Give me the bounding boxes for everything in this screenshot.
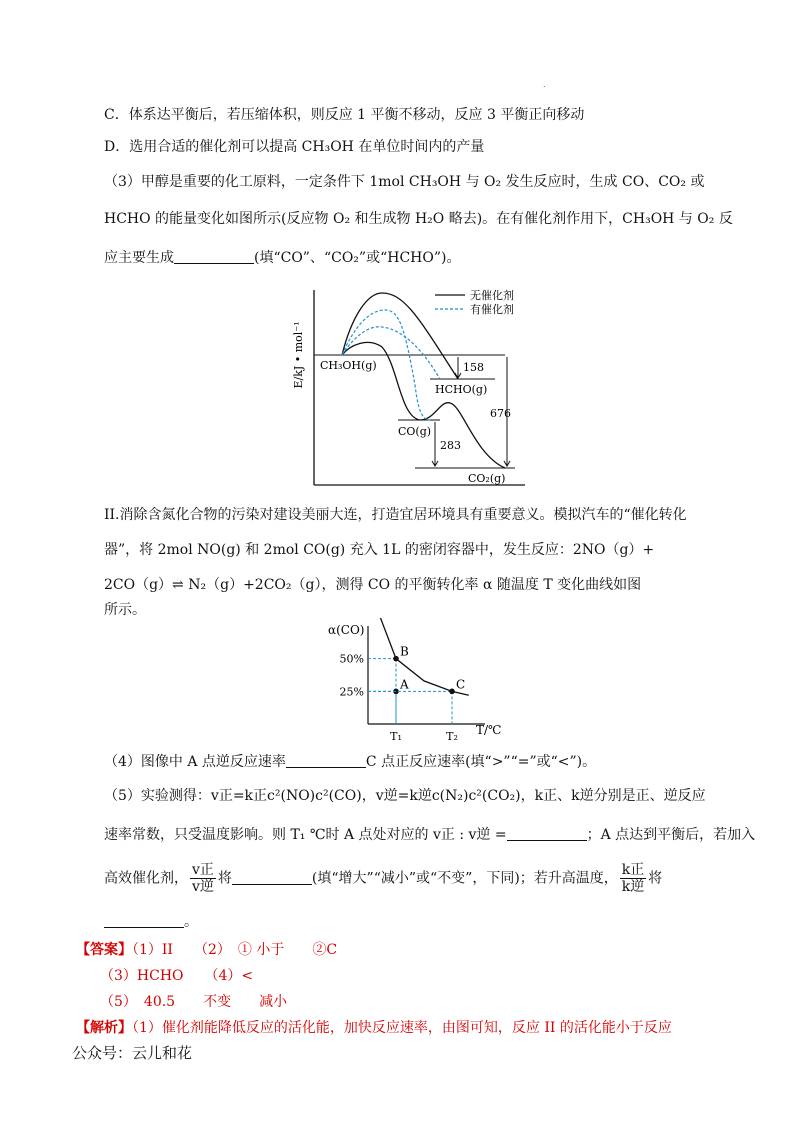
corner-mark: . bbox=[543, 80, 546, 89]
y-tick-25: 25% bbox=[339, 685, 364, 699]
q5-suffix: ；A 点达到平衡后，若加入 bbox=[586, 827, 756, 843]
q3-prefix: 应主要生成 bbox=[104, 250, 174, 266]
frac-v-den: v逆 bbox=[192, 879, 214, 895]
answer-blank[interactable] bbox=[286, 753, 366, 768]
answer-line-2: （3）HCHO （4）< bbox=[100, 968, 254, 984]
answer-1: （1）II （2） ① 小于 ②C bbox=[132, 942, 338, 958]
answer-blank[interactable] bbox=[174, 249, 254, 264]
analysis-text: （1）催化剂能降低反应的活化能，加快反应速率，由图可知，反应 II 的活化能小于反应 bbox=[132, 1020, 672, 1036]
x-tick: T₂ bbox=[446, 730, 458, 743]
q5-l3-a: 高效催化剂， bbox=[104, 870, 188, 887]
frac-k-den: k逆 bbox=[621, 879, 645, 895]
part-ii-line-2: 器”，将 2mol NO(g) 和 2mol CO(g) 充入 1L 的密闭容器中，发生反应：2NO（g）+ bbox=[104, 542, 655, 558]
hcho-label: HCHO(g) bbox=[435, 383, 488, 396]
q5-prefix: 速率常数，只受温度影响。则 T₁ ℃时 A 点处对应的 v正 : v逆 = bbox=[104, 827, 507, 843]
answer-line-3: （5） 40.5 不变 减小 bbox=[100, 994, 288, 1010]
analysis-tag: 【解析】 bbox=[76, 1020, 132, 1036]
answer-blank[interactable] bbox=[104, 913, 184, 928]
part-ii-line-4: 所示。 bbox=[104, 602, 146, 618]
question-3-line-1: （3）甲醇是重要的化工原料，一定条件下 1mol CH₃OH 与 O₂ 发生反应时，生成 CO、CO₂ 或 bbox=[104, 174, 705, 190]
value-283: 283 bbox=[440, 439, 461, 452]
co2-label: CO₂(g) bbox=[468, 472, 506, 485]
question-5-line-1: （5）实验测得：v正=k正c²(NO)c²(CO)，v逆=k逆c(N₂)c²(CO₂)，k正、k逆分别是正、逆反应 bbox=[104, 788, 706, 804]
legend-no-catalyst: 无催化剂 bbox=[470, 289, 514, 302]
question-5-line-3 bbox=[104, 862, 662, 895]
point-C bbox=[449, 689, 455, 695]
value-158: 158 bbox=[463, 361, 484, 374]
alpha-curve bbox=[374, 618, 469, 695]
x-tick: T₁ bbox=[390, 730, 402, 743]
y-axis-title: α(CO) bbox=[328, 623, 365, 637]
q4-prefix: （4）图像中 A 点逆反应速率 bbox=[104, 754, 286, 770]
question-4 bbox=[104, 752, 596, 772]
q4-suffix: C 点正反应速率(填“>”“=”或“<”)。 bbox=[365, 754, 597, 770]
q5-l3-d: 将 bbox=[648, 870, 663, 887]
energy-axis-label: E/kJ • mol⁻¹ bbox=[292, 321, 305, 389]
q5-l3-c: (填“增大”“减小”或“不变”，下同)；若升高温度， bbox=[311, 870, 618, 887]
reactant-label: CH₃OH(g) bbox=[320, 359, 377, 372]
option-c: C．体系达平衡后，若压缩体积，则反应 1 平衡不移动，反应 3 平衡正向移动 bbox=[104, 107, 585, 123]
y-tick-50: 50% bbox=[339, 652, 364, 666]
point-label-B: B bbox=[400, 644, 409, 659]
q5-l3-b: 将 bbox=[217, 870, 232, 887]
answer-blank[interactable] bbox=[507, 826, 587, 841]
x-axis-title: T/℃ bbox=[476, 723, 502, 737]
option-d: D．选用合适的催化剂可以提高 CH₃OH 在单位时间内的产量 bbox=[104, 139, 485, 155]
point-label-A: A bbox=[400, 677, 409, 692]
question-5-line-4 bbox=[104, 912, 198, 932]
fraction-v bbox=[190, 862, 216, 895]
legend-catalyst: 有催化剂 bbox=[470, 303, 514, 316]
fraction-k bbox=[620, 862, 646, 895]
question-3-line-3 bbox=[104, 248, 460, 268]
energy-diagram bbox=[290, 285, 530, 495]
point-B bbox=[393, 656, 399, 662]
answer-blank[interactable] bbox=[232, 870, 312, 885]
part-ii-line-3: 2CO（g）⇌ N₂（g）+2CO₂（g），测得 CO 的平衡转化率 α 随温度 T 变化曲线如图 bbox=[104, 577, 642, 593]
q3-suffix: (填“CO”、“CO₂”或“HCHO”)。 bbox=[254, 250, 461, 266]
frac-v-num: v正 bbox=[192, 862, 214, 878]
analysis-line bbox=[76, 1018, 672, 1038]
part-ii-line-1: II.消除含氮化合物的污染对建设美丽大连，打造宜居环境具有重要意义。模拟汽车的“催化转化 bbox=[104, 507, 687, 523]
point-label-C: C bbox=[456, 677, 466, 692]
answer-line-1 bbox=[76, 940, 337, 960]
question-3-line-2: HCHO 的能量变化如图所示(反应物 O₂ 和生成物 H₂O 略去)。在有催化剂作用下，CH₃OH 与 O₂ 反 bbox=[104, 211, 733, 227]
question-5-line-2 bbox=[104, 825, 755, 845]
footer-watermark: 公众号：云儿和花 bbox=[72, 1044, 193, 1062]
q5-end: 。 bbox=[184, 914, 198, 930]
answer-tag: 【答案】 bbox=[76, 942, 132, 958]
co-label: CO(g) bbox=[398, 425, 432, 438]
value-676: 676 bbox=[490, 407, 511, 420]
frac-k-num: k正 bbox=[621, 862, 645, 878]
conversion-chart bbox=[320, 618, 520, 748]
